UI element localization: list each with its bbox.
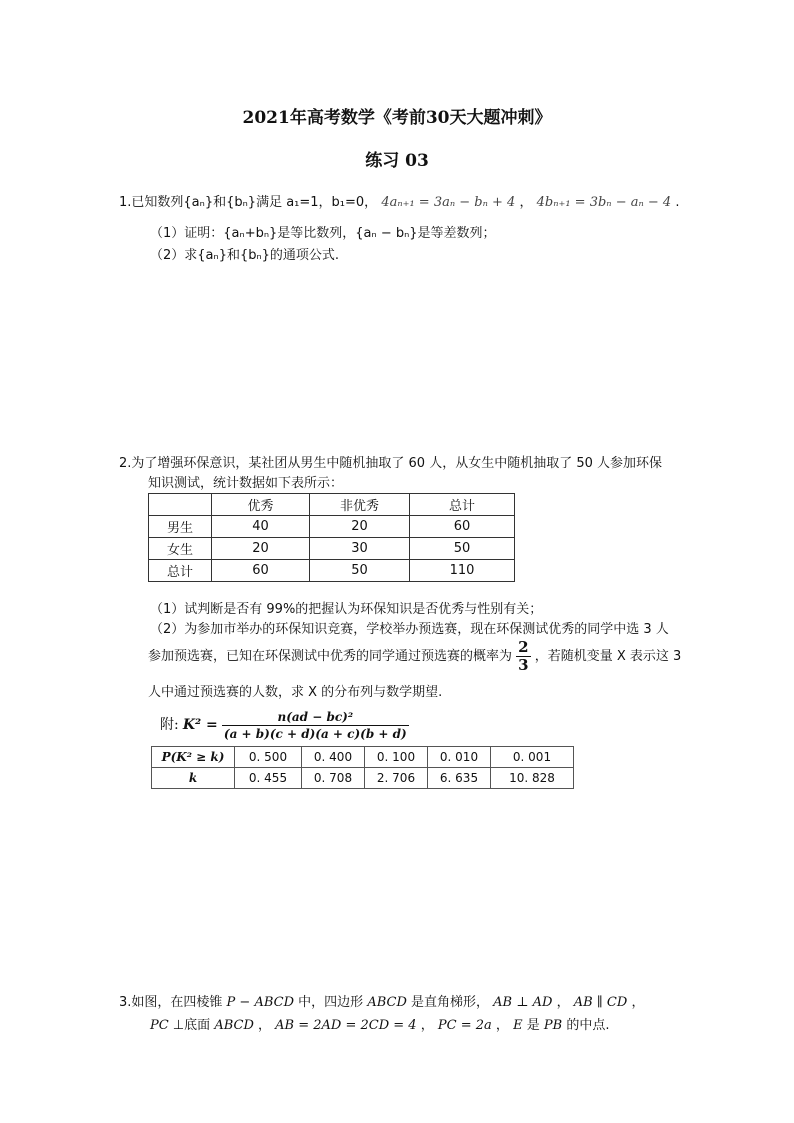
- table-header-cell: [149, 494, 212, 516]
- fraction-numerator: 2: [518, 638, 529, 656]
- table-cell: 女生: [149, 538, 212, 560]
- q3-math: AB ⊥ AD: [493, 995, 553, 1010]
- table-cell: 10. 828: [491, 768, 574, 789]
- row-label: P(K² ≥ k): [152, 747, 235, 768]
- table-row: [152, 747, 574, 768]
- table-cell: 男生: [149, 516, 212, 538]
- q1-sep: ，: [519, 195, 533, 210]
- table-row: [152, 768, 574, 789]
- table-cell: 6. 635: [428, 768, 491, 789]
- q1-formula-1: 4aₙ₊₁ = 3aₙ − bₙ + 4: [381, 195, 516, 210]
- probability-fraction: [516, 639, 530, 674]
- table-cell: 总计: [149, 560, 212, 582]
- q3-text: ，: [556, 995, 570, 1010]
- table-row: [149, 516, 515, 538]
- table-header-cell: 优秀: [212, 494, 310, 516]
- table-cell: 50: [310, 560, 410, 582]
- table-header-cell: 非优秀: [310, 494, 410, 516]
- row-label: k: [152, 768, 235, 789]
- table-cell: 20: [212, 538, 310, 560]
- table-row: [149, 538, 515, 560]
- table-cell: 0. 100: [365, 747, 428, 768]
- q3-text: 是: [526, 1018, 540, 1033]
- table-cell: 30: [310, 538, 410, 560]
- k2-formula: [160, 705, 409, 745]
- q3-text: 是直角梯形，: [411, 995, 490, 1010]
- q1-formula-2: 4bₙ₊₁ = 3bₙ − aₙ − 4: [536, 195, 672, 210]
- q3-math: P − ABCD: [226, 995, 295, 1010]
- q3-text: 3.如图，在四棱锥: [119, 995, 223, 1010]
- table-cell: 0. 010: [428, 747, 491, 768]
- table-header-row: [149, 494, 515, 516]
- q3-math: PC = 2a: [437, 1018, 492, 1033]
- q1-part2: （2）求{aₙ}和{bₙ}的通项公式.: [150, 248, 340, 263]
- q1-stem-prefix: 1.已知数列{aₙ}和{bₙ}满足 a₁=1，b₁=0，: [119, 195, 378, 210]
- k2-lhs: K² =: [182, 717, 218, 733]
- q2-data-table: [148, 493, 515, 582]
- q3-math: ABCD: [367, 995, 407, 1010]
- table-cell: 0. 400: [302, 747, 365, 768]
- k2-denominator: (a + b)(c + d)(a + c)(b + d): [223, 727, 407, 741]
- appendix-label: 附:: [160, 717, 179, 733]
- q3-text: ，: [420, 1018, 434, 1033]
- table-cell: 40: [212, 516, 310, 538]
- table-cell: 2. 706: [365, 768, 428, 789]
- k2-numerator: n(ad − bc)²: [222, 709, 409, 726]
- q2-part1: （1）试判断是否有 99%的把握认为环保知识是否优秀与性别有关；: [150, 602, 543, 617]
- q2-stem-line1: 2.为了增强环保意识，某社团从男生中随机抽取了 60 人，从女生中随机抽取了 50 人参加环保: [119, 456, 663, 471]
- q3-text: ，: [495, 1018, 509, 1033]
- q3-math: PC: [150, 1018, 169, 1033]
- q3-text: ⊥底面: [172, 1018, 211, 1033]
- fraction-denominator: 3: [518, 656, 529, 674]
- table-cell: 0. 001: [491, 747, 574, 768]
- table-cell: 0. 500: [235, 747, 302, 768]
- q2-part2-line2-b: ，若随机变量 X 表示这 3: [534, 649, 682, 664]
- q2-part2-line1: （2）为参加市举办的环保知识竞赛，学校举办预选赛，现在环保测试优秀的同学中选 3 人: [150, 622, 669, 637]
- table-cell: 20: [310, 516, 410, 538]
- page-title: 2021年高考数学《考前30天大题冲刺》: [242, 108, 552, 128]
- q3-math: E: [513, 1018, 523, 1033]
- q2-part2-line2: [148, 637, 681, 677]
- q1-stem: [119, 191, 679, 210]
- critical-value-table: [151, 746, 574, 789]
- q1-part1: （1）证明：{aₙ+bₙ}是等比数列，{aₙ − bₙ}是等差数列；: [150, 226, 496, 241]
- q2-part2-line2-a: 参加预选赛，已知在环保测试中优秀的同学通过预选赛的概率为: [148, 649, 513, 664]
- q2-stem-line2: 知识测试，统计数据如下表所示：: [148, 476, 344, 491]
- q3-math: PB: [543, 1018, 563, 1033]
- k2-fraction: [222, 709, 409, 742]
- page-subtitle: 练习 03: [365, 151, 429, 171]
- q3-math: AB = 2AD = 2CD = 4: [275, 1018, 417, 1033]
- table-cell: 50: [410, 538, 515, 560]
- table-header-cell: 总计: [410, 494, 515, 516]
- table-cell: 0. 708: [302, 768, 365, 789]
- q3-text: ，: [258, 1018, 272, 1033]
- q2-part2-line3: 人中通过预选赛的人数，求 X 的分布列与数学期望.: [148, 685, 443, 700]
- q3-text: 中，四边形: [298, 995, 364, 1010]
- table-cell: 60: [212, 560, 310, 582]
- table-cell: 0. 455: [235, 768, 302, 789]
- q3-line1: [119, 991, 644, 1010]
- table-row: [149, 560, 515, 582]
- q3-line2: [150, 1014, 609, 1033]
- q1-end: .: [675, 195, 680, 210]
- table-cell: 110: [410, 560, 515, 582]
- q3-text: ，: [631, 995, 645, 1010]
- q3-text: 的中点.: [566, 1018, 610, 1033]
- table-cell: 60: [410, 516, 515, 538]
- q3-math: AB ∥ CD: [573, 995, 628, 1010]
- q3-math: ABCD: [214, 1018, 254, 1033]
